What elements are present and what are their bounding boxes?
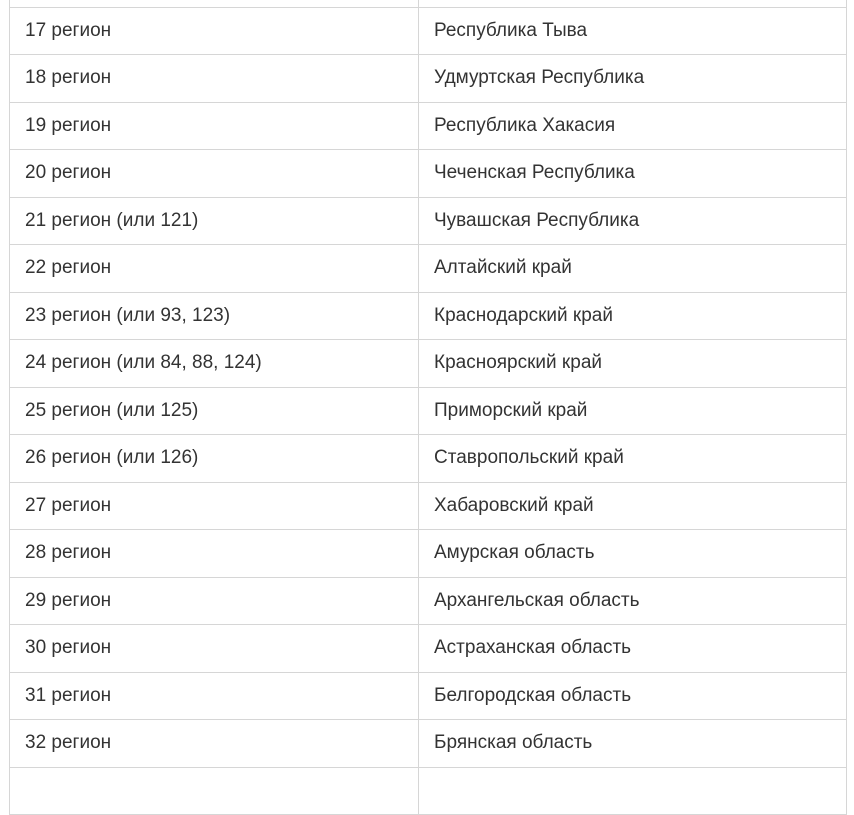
- region-name-cell: Белгородская область: [419, 672, 847, 720]
- table-row: [10, 245, 847, 293]
- region-code-cell: 32 регион: [10, 720, 419, 768]
- region-code-cell: 20 регион: [10, 150, 419, 198]
- table-row: [10, 340, 847, 388]
- table-row: [10, 150, 847, 198]
- region-name-cell: Красноярский край: [419, 340, 847, 388]
- region-code-cell: 18 регион: [10, 55, 419, 103]
- region-name-cell: Приморский край: [419, 387, 847, 435]
- table-row: [10, 625, 847, 673]
- region-name-cell: Республика Тыва: [419, 7, 847, 55]
- region-name-cell: Краснодарский край: [419, 292, 847, 340]
- region-name-cell: Удмуртская Республика: [419, 55, 847, 103]
- region-name-cell: [419, 0, 847, 7]
- region-name-cell: Брянская область: [419, 720, 847, 768]
- region-code-cell: 26 регион (или 126): [10, 435, 419, 483]
- table-row: [10, 482, 847, 530]
- region-code-cell: 31 регион: [10, 672, 419, 720]
- table-row: [10, 102, 847, 150]
- region-name-cell: Архангельская область: [419, 577, 847, 625]
- region-code-cell: 24 регион (или 84, 88, 124): [10, 340, 419, 388]
- region-name-cell: Астраханская область: [419, 625, 847, 673]
- region-code-cell: 17 регион: [10, 7, 419, 55]
- region-code-cell: 28 регион: [10, 530, 419, 578]
- table-row: [10, 7, 847, 55]
- table-row: [10, 197, 847, 245]
- table-row: [10, 720, 847, 768]
- region-name-cell: Республика Хакасия: [419, 102, 847, 150]
- region-name-cell: Чеченская Республика: [419, 150, 847, 198]
- table-row: [10, 292, 847, 340]
- region-name-cell: Алтайский край: [419, 245, 847, 293]
- region-name-cell: Хабаровский край: [419, 482, 847, 530]
- region-code-cell: 27 регион: [10, 482, 419, 530]
- region-code-cell: 23 регион (или 93, 123): [10, 292, 419, 340]
- region-code-cell: 22 регион: [10, 245, 419, 293]
- table-row: [10, 577, 847, 625]
- table-row: [10, 767, 847, 815]
- region-codes-table-wrapper: [9, 0, 846, 815]
- region-code-cell: 29 регион: [10, 577, 419, 625]
- region-code-cell: 30 регион: [10, 625, 419, 673]
- region-code-cell: [10, 0, 419, 7]
- table-row: [10, 435, 847, 483]
- region-name-cell: [419, 767, 847, 815]
- region-codes-table: [9, 0, 847, 815]
- table-row: [10, 55, 847, 103]
- table-row: [10, 530, 847, 578]
- region-code-cell: 19 регион: [10, 102, 419, 150]
- table-row: [10, 387, 847, 435]
- region-name-cell: Ставропольский край: [419, 435, 847, 483]
- region-code-cell: 21 регион (или 121): [10, 197, 419, 245]
- region-name-cell: Амурская область: [419, 530, 847, 578]
- region-name-cell: Чувашская Республика: [419, 197, 847, 245]
- table-row: [10, 0, 847, 7]
- region-code-cell: 25 регион (или 125): [10, 387, 419, 435]
- region-code-cell: [10, 767, 419, 815]
- table-row: [10, 672, 847, 720]
